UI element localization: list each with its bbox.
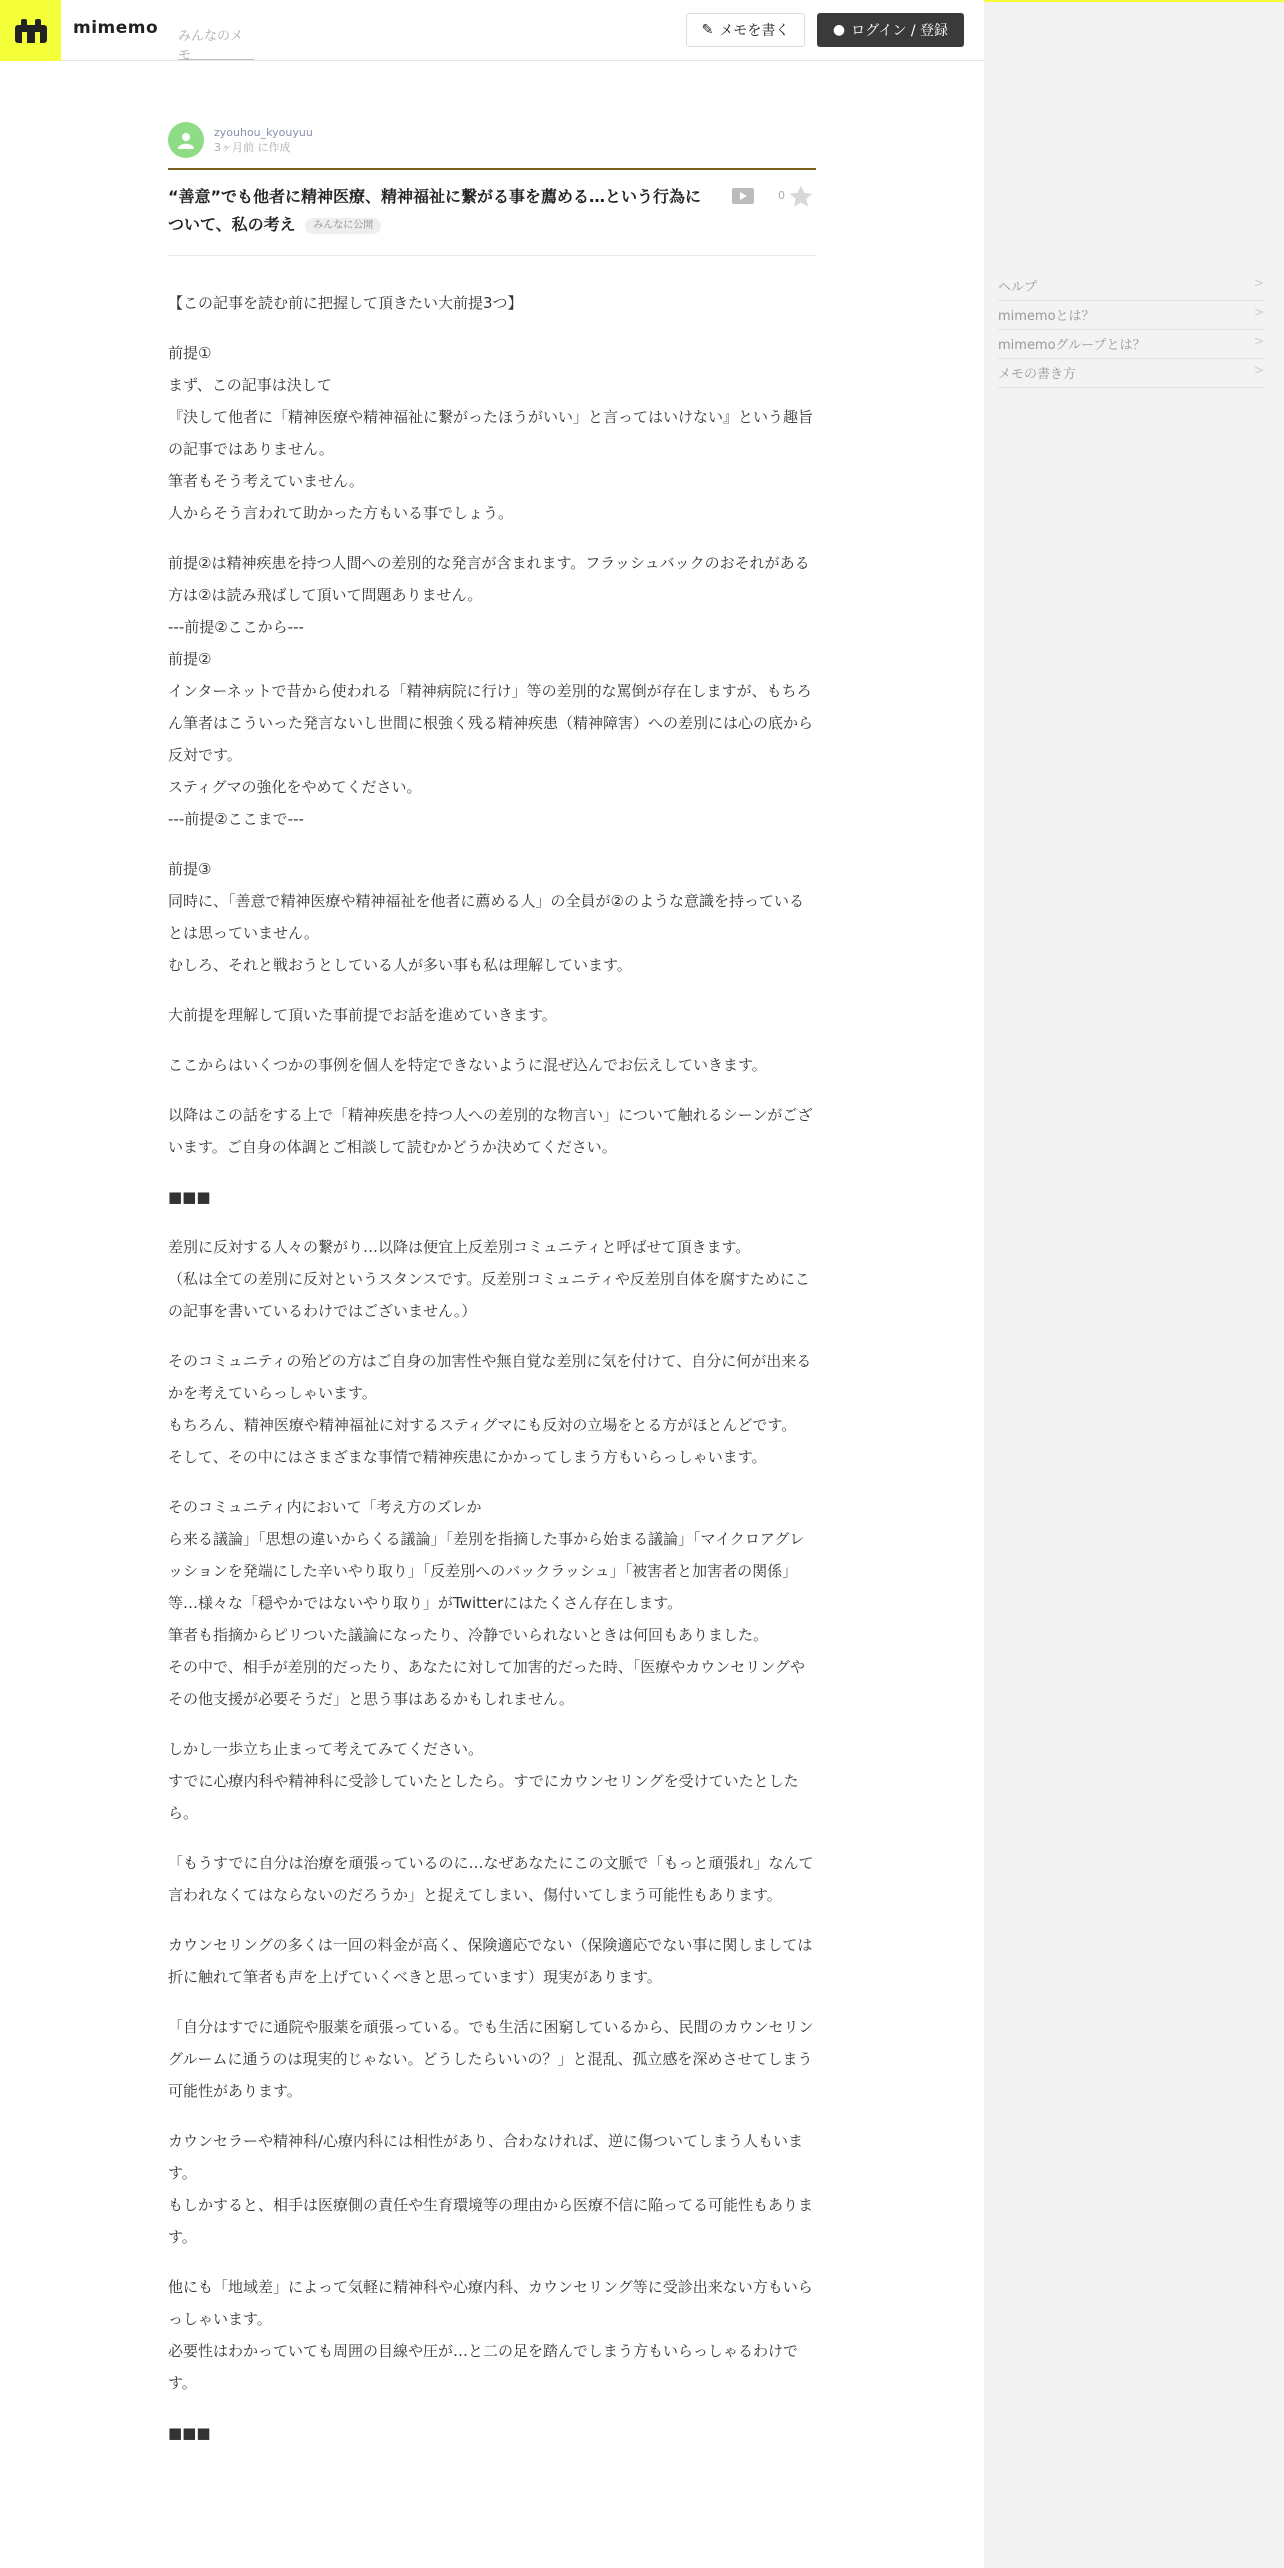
- header: [0, 0, 984, 61]
- sidebar-item-help[interactable]: [998, 272, 1264, 301]
- paragraph-line: 差別に反対する人々の繋がり…以降は便宜上反差別コミュニティと呼ばせて頂きます。: [168, 1238, 751, 1256]
- article-paragraph: [168, 1099, 816, 1163]
- article-paragraph: [168, 1491, 816, 1715]
- paragraph-line: スティグマの強化をやめてください。: [168, 778, 422, 796]
- paragraph-line: もしかすると、相手は医療側の責任や生育環境等の理由から医療不信に陥ってる可能性もあります。: [168, 2196, 814, 2246]
- author-meta: [214, 125, 313, 155]
- paragraph-line: 前提②は精神疾患を持つ人間への差別的な発言が含まれます。フラッシュバックのおそれがある方は②は読み飛ばして頂いて問題ありません。: [168, 554, 810, 604]
- article-paragraph: [168, 1231, 816, 1327]
- article-paragraph: [168, 1847, 816, 1911]
- paragraph-line: カウンセラーや精神科/心療内科には相性があり、合わなければ、逆に傷ついてしまう人もいます。: [168, 2132, 804, 2182]
- chevron-right-icon: >: [1253, 276, 1264, 290]
- sidebar-item-label: ヘルプ: [998, 280, 1038, 295]
- title-separator: [168, 255, 816, 256]
- user-icon: ●: [832, 22, 846, 38]
- article-paragraph: [168, 2125, 816, 2253]
- article-paragraph: [168, 1733, 816, 1829]
- chevron-right-icon: >: [1253, 305, 1264, 319]
- article-paragraph: [168, 337, 816, 529]
- paragraph-line: 前提①: [168, 344, 212, 362]
- logo[interactable]: [0, 0, 61, 61]
- paragraph-line: 他にも「地域差」によって気軽に精神科や心療内科、カウンセリング等に受診出来ない方もいらっしゃいます。: [168, 2278, 813, 2328]
- sidebar-item-label: メモの書き方: [998, 367, 1077, 382]
- pencil-icon: ✎: [701, 22, 714, 38]
- article-paragraph: [168, 1049, 816, 1081]
- author-name[interactable]: zyouhou_kyouyuu: [214, 126, 313, 139]
- paragraph-line: そのコミュニティ内において「考え方のズレか: [168, 1498, 482, 1516]
- article-paragraph: [168, 1929, 816, 1993]
- paragraph-line: しかし一歩立ち止まって考えてみてください。: [168, 1740, 484, 1758]
- video-icon[interactable]: [732, 188, 754, 204]
- paragraph-line: 前提②: [168, 650, 212, 668]
- sidebar-item-label: mimemoとは？: [998, 309, 1095, 324]
- paragraph-line: 「もうすでに自分は治療を頑張っているのに…なぜあなたにこの文脈で「もっと頑張れ」なんて言われなくてはならないのだろうか」と捉えてしまい、傷付いてしまう可能性もあります。: [168, 1854, 814, 1904]
- title-divider: [168, 168, 816, 170]
- paragraph-line: もちろん、精神医療や精神福祉に対するスティグマにも反対の立場をとる方がほとんどです。: [168, 1416, 797, 1434]
- mimemo-logo-icon: [15, 19, 47, 43]
- section-separator: [168, 2417, 816, 2449]
- paragraph-line: ---前提②ここまで---: [168, 810, 304, 828]
- paragraph-line: すでに心療内科や精神科に受診していたとしたら。すでにカウンセリングを受けていたとしたら。: [168, 1772, 799, 1822]
- paragraph-line: その中で、相手が差別的だったり、あなたに対して加害的だった時、「医療やカウンセリングやその他支援が必要そうだ」と思う事はあるかもしれません。: [168, 1658, 805, 1708]
- article-title-block: [168, 183, 708, 239]
- write-memo-label: メモを書く: [719, 23, 790, 39]
- article-paragraph: [168, 2271, 816, 2399]
- paragraph-line: ■■■: [168, 2424, 211, 2442]
- paragraph-line: ---前提②ここから---: [168, 618, 304, 636]
- paragraph-line: 「自分はすでに通院や服薬を頑張っている。でも生活に困窮しているから、民間のカウンセリングルームに通うのは現実的じゃない。どうしたらいいの？」と混乱、孤立感を深めさせてしまう可能性があります。: [168, 2018, 814, 2100]
- brand-name[interactable]: mimemo: [73, 18, 159, 38]
- login-button[interactable]: [817, 13, 964, 47]
- paragraph-line: 『決して他者に「精神医療や精神福祉に繋がったほうがいい」と言ってはいけない』という趣旨の記事ではありません。: [168, 408, 814, 458]
- sidebar-item-label: mimemoグループとは？: [998, 338, 1146, 353]
- paragraph-line: ここからはいくつかの事例を個人を特定できないように混ぜ込んでお伝えしていきます。: [168, 1056, 767, 1074]
- paragraph-line: 必要性はわかっていても周囲の目線や圧が…と二の足を踏んでしまう方もいらっしゃるわけです。: [168, 2342, 799, 2392]
- created-date: 3ヶ月前 に作成: [214, 141, 291, 154]
- paragraph-line: ら来る議論」「思想の違いからくる議論」「差別を指摘した事から始まる議論」「マイクロアグレッションを発端にした辛いやり取り」「反差別へのバックラッシュ」「被害者と加害者の関係」等…様々な「穏やかではないやり取り」がTwitterにはたくさん存在します。: [168, 1530, 805, 1612]
- article-paragraph: [168, 547, 816, 835]
- sidebar-item-group[interactable]: [998, 330, 1264, 359]
- paragraph-line: 以降はこの話をする上で「精神疾患を持つ人への差別的な物言い」について触れるシーンがございます。ご自身の体調とご相談して読むかどうか決めてください。: [168, 1106, 813, 1156]
- user-avatar-icon: [177, 131, 195, 149]
- paragraph-line: 前提③: [168, 860, 212, 878]
- paragraph-line: 大前提を理解して頂いた事前提でお話を進めていきます。: [168, 1006, 557, 1024]
- sidebar-item-about[interactable]: [998, 301, 1264, 330]
- paragraph-line: 同時に、「善意で精神医療や精神福祉を他者に薦める人」の全員が②のような意識を持っているとは思っていません。: [168, 892, 804, 942]
- article-paragraph: [168, 287, 816, 319]
- paragraph-line: カウンセリングの多くは一回の料金が高く、保険適応でない（保険適応でない事に関しましては折に触れて筆者も声を上げていくべきと思っています）現実があります。: [168, 1936, 813, 1986]
- article-paragraph: [168, 1345, 816, 1473]
- login-label: ログイン / 登録: [851, 23, 949, 39]
- article-body: [168, 287, 816, 2467]
- author-block: [168, 122, 313, 158]
- paragraph-line: むしろ、それと戦おうとしている人が多い事も私は理解しています。: [168, 956, 632, 974]
- like-count: 0: [778, 189, 785, 202]
- paragraph-line: インターネットで昔から使われる「精神病院に行け」等の差別的な罵倒が存在しますが、もちろん筆者はこういった発言ないし世間に根強く残る精神疾患（精神障害）への差別には心の底から反対です。: [168, 682, 814, 764]
- article-paragraph: [168, 999, 816, 1031]
- article-title: “善意”でも他者に精神医療、精神福祉に繋がる事を薦める…という行為について、私の考え: [168, 187, 702, 234]
- paragraph-line: そのコミュニティの殆どの方はご自身の加害性や無自覚な差別に気を付けて、自分に何が出来るかを考えていらっしゃいます。: [168, 1352, 812, 1402]
- article-paragraph: [168, 2011, 816, 2107]
- paragraph-line: 筆者も指摘からピリついた議論になったり、冷静でいられないときは何回もありました。: [168, 1626, 769, 1644]
- visibility-badge: みんなに公開: [305, 218, 381, 234]
- chevron-right-icon: >: [1253, 334, 1264, 348]
- paragraph-line: 筆者もそう考えていません。: [168, 472, 364, 490]
- paragraph-line: 【この記事を読む前に把握して頂きたい大前提3つ】: [168, 294, 523, 312]
- avatar[interactable]: [168, 122, 204, 158]
- paragraph-line: ■■■: [168, 1188, 211, 1206]
- search-input[interactable]: みんなのメモ: [178, 20, 254, 60]
- help-menu: [998, 272, 1264, 388]
- sidebar-item-howto[interactable]: [998, 359, 1264, 388]
- star-icon[interactable]: [788, 184, 814, 210]
- paragraph-line: まず、この記事は決して: [168, 376, 332, 394]
- write-memo-button[interactable]: [686, 13, 805, 47]
- paragraph-line: 人からそう言われて助かった方もいる事でしょう。: [168, 504, 514, 522]
- paragraph-line: （私は全ての差別に反対というスタンスです。反差別コミュニティや反差別自体を腐すためにこの記事を書いているわけではございません。）: [168, 1270, 810, 1320]
- accent-line: [984, 0, 1284, 2]
- article-paragraph: [168, 853, 816, 981]
- section-separator: [168, 1181, 816, 1213]
- chevron-right-icon: >: [1253, 363, 1264, 377]
- paragraph-line: そして、その中にはさまざまな事情で精神疾患にかかってしまう方もいらっしゃいます。: [168, 1448, 767, 1466]
